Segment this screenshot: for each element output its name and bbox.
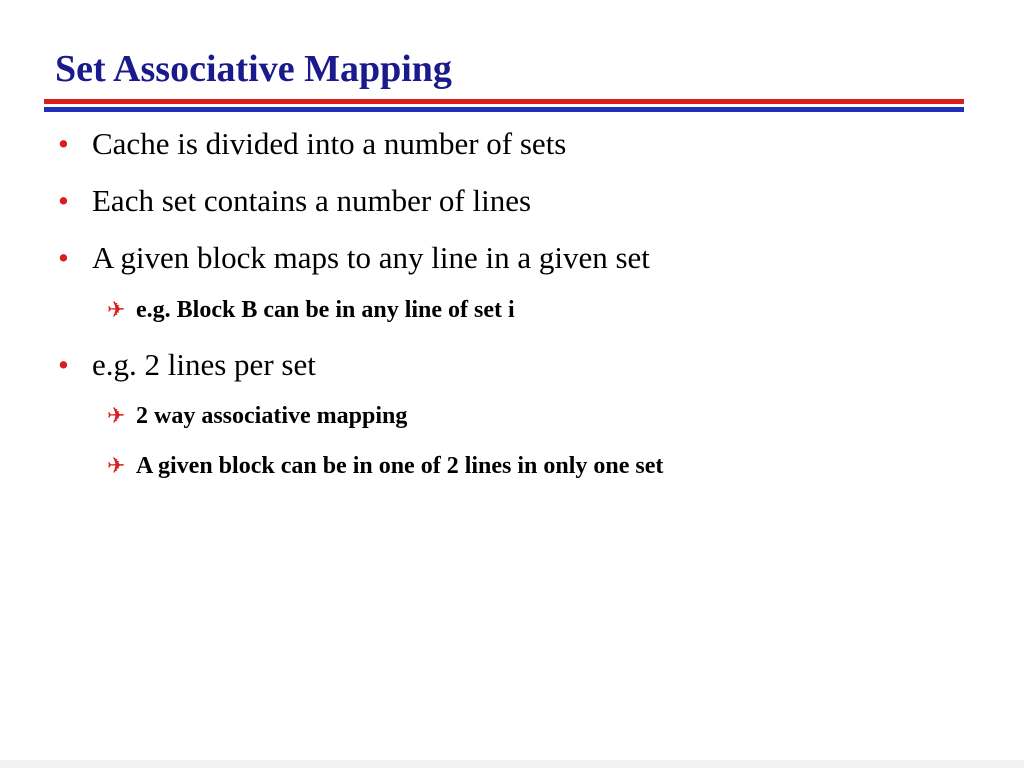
sub-bullet-text: 2 way associative mapping	[136, 403, 408, 429]
footer-strip	[0, 760, 1024, 768]
bullet-text: Each set contains a number of lines	[92, 183, 532, 218]
sub-bullet-item	[107, 404, 407, 428]
airplane-icon: ✈	[107, 404, 126, 429]
sub-bullet-text: e.g. Block B can be in any line of set i	[136, 297, 515, 323]
slide-title: Set Associative Mapping	[55, 48, 452, 90]
airplane-icon: ✈	[107, 298, 126, 323]
sub-bullet-item	[107, 298, 515, 322]
bullet-item	[58, 349, 316, 380]
bullet-dot: •	[58, 126, 69, 161]
bullet-dot: •	[58, 240, 69, 275]
sub-bullet-item	[107, 454, 663, 478]
bullet-text: Cache is divided into a number of sets	[92, 126, 567, 161]
bullet-item	[58, 185, 531, 216]
bullet-dot: •	[58, 347, 69, 382]
bullet-dot: •	[58, 183, 69, 218]
bullet-text: A given block maps to any line in a given set	[92, 240, 650, 275]
bullet-item	[58, 242, 650, 273]
airplane-icon: ✈	[107, 454, 126, 479]
sub-bullet-text: A given block can be in one of 2 lines in only one set	[136, 453, 664, 479]
bullet-text: e.g. 2 lines per set	[92, 347, 316, 382]
bullet-item	[58, 128, 566, 159]
